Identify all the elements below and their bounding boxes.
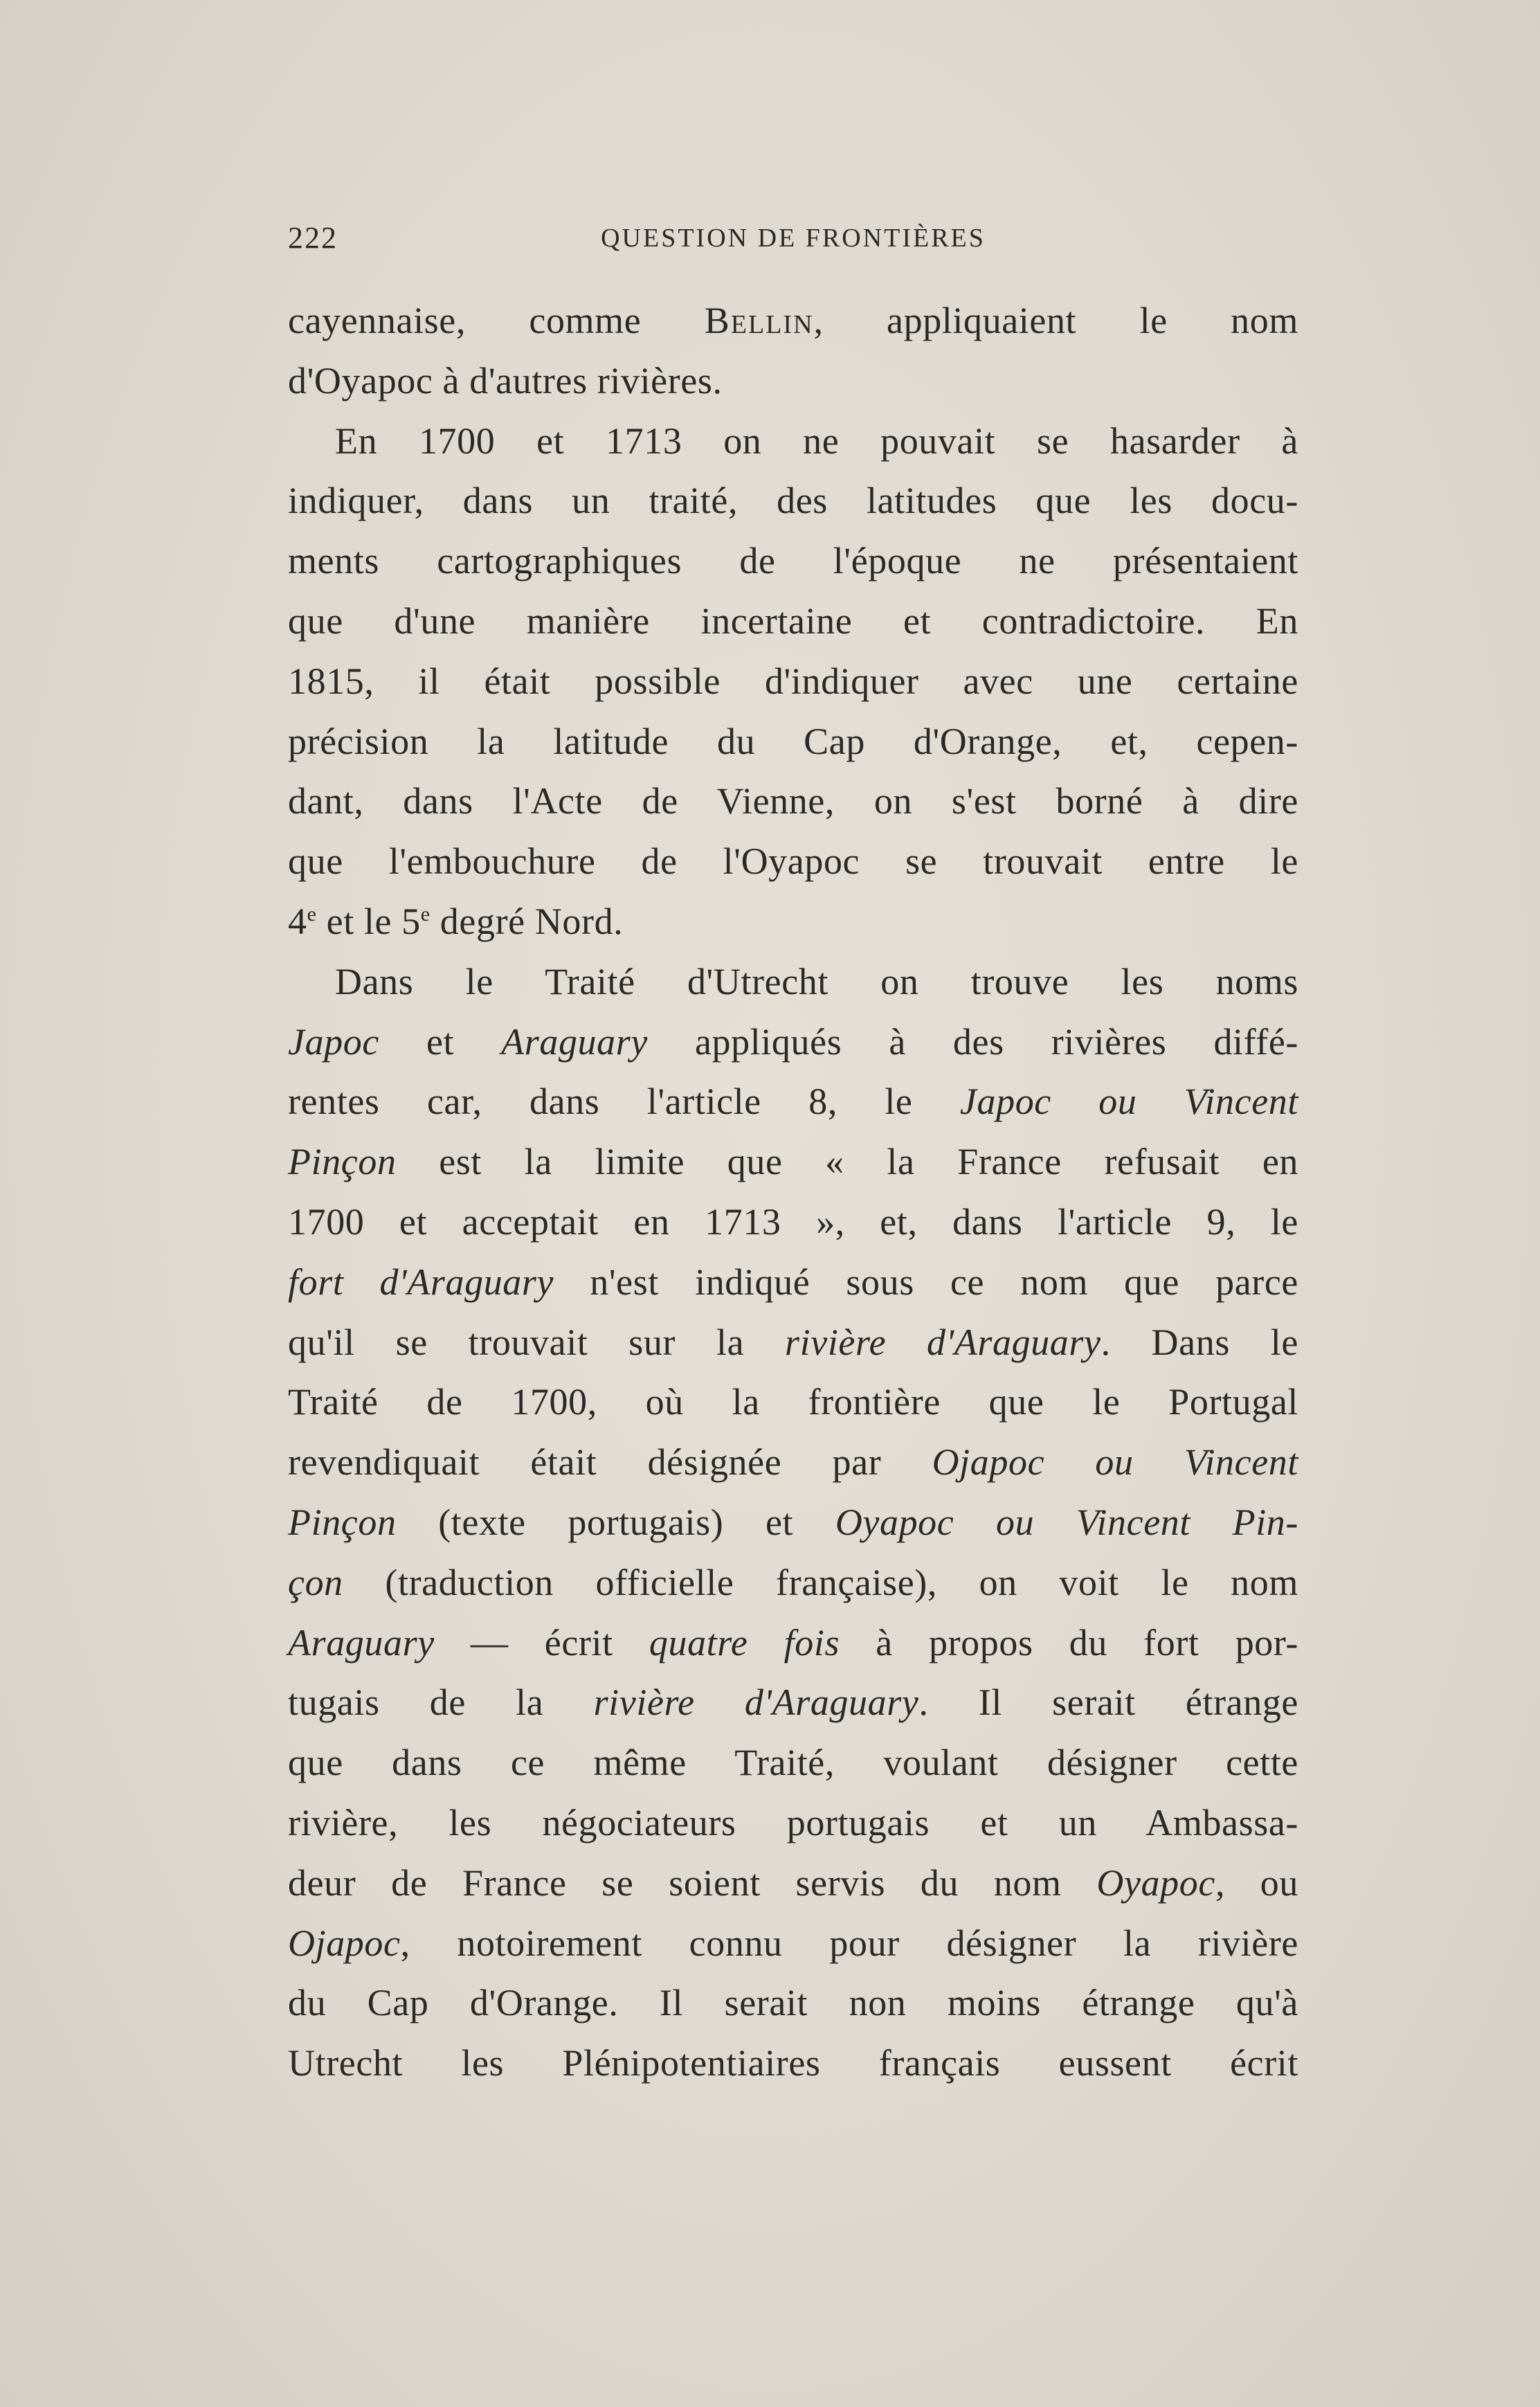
text-line: que l'embouchure de l'Oyapoc se trouvait entre le xyxy=(288,840,1298,883)
text-line: Pinçon (texte portugais) et Oyapoc ou Vincent Pin- xyxy=(288,1501,1298,1543)
text-line: cayennaise, comme Bellin, appliquaient le nom xyxy=(288,300,1298,341)
text-line: rentes car, dans l'article 8, le Japoc ou Vincent xyxy=(288,1081,1298,1123)
page-number: 222 xyxy=(288,221,338,255)
text-line: d'Oyapoc à d'autres rivières. xyxy=(288,359,723,402)
text-line: revendiquait était désignée par Ojapoc ou Vincent xyxy=(288,1441,1298,1484)
text-line: Araguary — écrit quatre fois à propos du fort por- xyxy=(288,1621,1298,1664)
text-line: ments cartographiques de l'époque ne présentaient xyxy=(288,540,1298,582)
text-line: indiquer, dans un traité, des latitudes que les docu- xyxy=(288,480,1298,522)
text-line: que d'une manière incertaine et contradictoire. En xyxy=(288,600,1298,642)
text-line: Traité de 1700, où la frontière que le Portugal xyxy=(288,1381,1298,1423)
text-line: En 1700 et 1713 on ne pouvait se hasarder à xyxy=(335,420,1298,462)
page-header xyxy=(288,220,1298,262)
text-line: précision la latitude du Cap d'Orange, et, cepen- xyxy=(288,720,1298,762)
text-line: Utrecht les Plénipotentiaires français eussent écrit xyxy=(288,2042,1298,2084)
text-line: fort d'Araguary n'est indiqué sous ce nom que parce xyxy=(288,1261,1298,1303)
author-name-smallcaps: Bellin xyxy=(704,300,814,341)
text-line: Japoc et Araguary appliqués à des rivières diffé- xyxy=(288,1020,1298,1063)
text-line: 1700 et acceptait en 1713 », et, dans l'article 9, le xyxy=(288,1200,1298,1243)
running-title: QUESTION DE FRONTIÈRES xyxy=(601,224,986,253)
text-line: du Cap d'Orange. Il serait non moins étrange qu'à xyxy=(288,1982,1298,2024)
text-line: Pinçon est la limite que « la France refusait en xyxy=(288,1141,1298,1183)
text-line: çon (traduction officielle française), on voit le nom xyxy=(288,1561,1298,1603)
text-line: 4e et le 5e degré Nord. xyxy=(288,900,624,942)
text-line: deur de France se soient servis du nom Oyapoc, ou xyxy=(288,1861,1298,1904)
text-line: 1815, il était possible d'indiquer avec une certaine xyxy=(288,660,1298,702)
text-line: dant, dans l'Acte de Vienne, on s'est borné à dire xyxy=(288,780,1298,822)
text-line: que dans ce même Traité, voulant désigner cette xyxy=(288,1742,1298,1784)
body-text xyxy=(288,291,1298,2093)
text-line: qu'il se trouvait sur la rivière d'Araguary. Dans le xyxy=(288,1321,1298,1363)
text-line: rivière, les négociateurs portugais et un Ambassa- xyxy=(288,1801,1298,1843)
text-line: Ojapoc, notoirement connu pour désigner la rivière xyxy=(288,1922,1298,1964)
text-line: tugais de la rivière d'Araguary. Il serait étrange xyxy=(288,1682,1298,1724)
text-line: Dans le Traité d'Utrecht on trouve les noms xyxy=(335,960,1298,1002)
